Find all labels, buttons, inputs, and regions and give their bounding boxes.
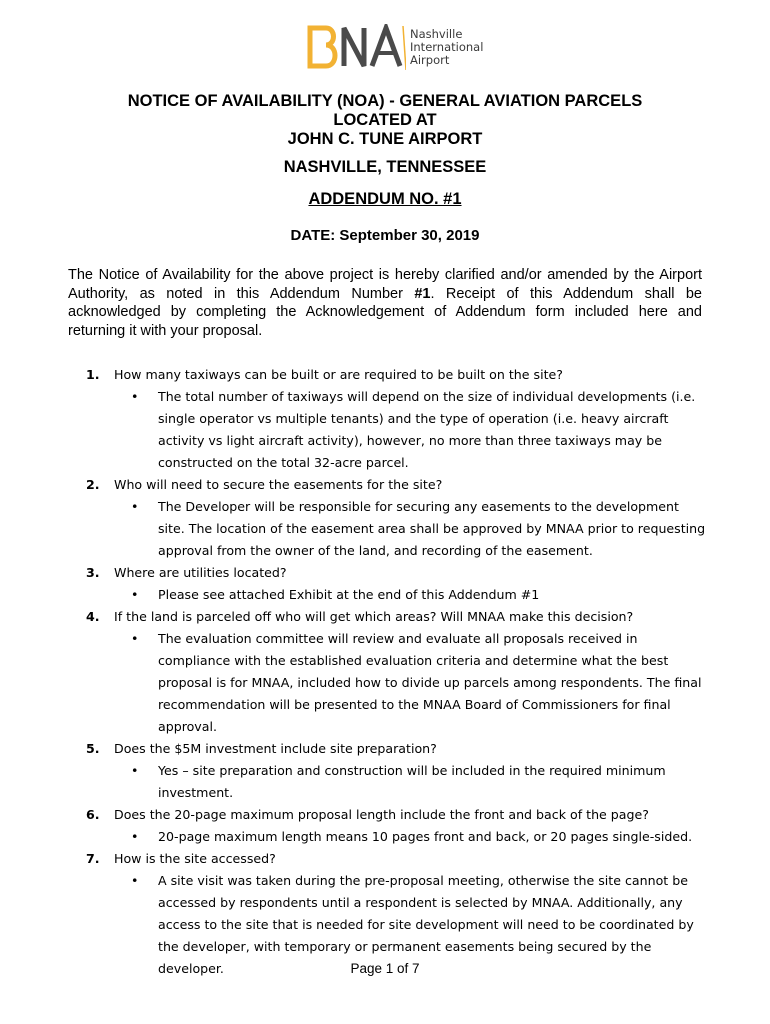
bullet-icon: • [131,499,139,514]
question-number: 4. [86,609,100,624]
faq-question [86,474,706,496]
answer-text: The evaluation committee will review and evaluate all proposals received in compliance with the established evaluation criteria and determine what the best proposal is for MNAA, included how to divide up parcels among respondents. The final recommendation will be presented to the MNAA Board of Commissioners for final approval. [158,631,702,734]
answer-text: Yes – site preparation and construction will be included in the required minimum investment. [158,763,666,800]
faq-question [86,804,706,826]
bullet-icon: • [131,873,139,888]
logo-line: Airport [410,53,450,67]
question-text: Does the $5M investment include site preparation? [114,741,437,756]
faq-list [86,364,706,980]
faq-answer [86,826,706,848]
question-number: 1. [86,367,100,382]
bullet-icon: • [131,587,139,602]
title-line-3: JOHN C. TUNE AIRPORT [287,130,483,148]
faq-question [86,364,706,386]
logo-line: Nashville [410,27,463,41]
answer-text: A site visit was taken during the pre-proposal meeting, otherwise the site cannot be accessed by respondents until a respondent is selected by MNAA. Additionally, any access to the site that is needed for site development will need to be coordinated by the developer, with temporary or permanent easements being secured by the developer. [158,873,694,976]
logo-line: International [410,40,484,54]
question-text: If the land is parceled off who will get which areas? Will MNAA make this decision? [114,609,634,624]
faq-answer [86,386,706,474]
addendum-heading: ADDENDUM NO. #1 [308,190,462,208]
question-text: How many taxiways can be built or are required to be built on the site? [114,367,563,382]
answer-text: Please see attached Exhibit at the end of this Addendum #1 [158,587,540,602]
question-text: Who will need to secure the easements for the site? [114,477,443,492]
addendum-date: DATE: September 30, 2019 [290,227,480,244]
question-number: 5. [86,741,100,756]
title-line-1: NOTICE OF AVAILABILITY (NOA) - GENERAL AVIATION PARCELS [127,92,643,110]
logo-wordmark [410,28,483,67]
document-title-block [0,92,770,245]
title-line-2: LOCATED AT [333,111,437,129]
answer-text: The Developer will be responsible for securing any easements to the development site. The location of the easement area shall be approved by MNAA prior to requesting approval from the owner of the land, and recording of the easement. [158,499,706,558]
title-location: NASHVILLE, TENNESSEE [283,158,487,176]
faq-answer [86,584,706,606]
bna-logo-mark [306,24,406,70]
faq-answer [86,496,706,562]
answer-text: The total number of taxiways will depend on the size of individual developments (i.e. single operator vs multiple tenants) and the type of operation (i.e. heavy aircraft activity vs light aircraft activity), however, no more than three taxiways may be constructed on the total 32-acre parcel. [158,389,696,470]
question-text: Where are utilities located? [114,565,287,580]
faq-question [86,606,706,628]
faq-answer [86,760,706,804]
bullet-icon: • [131,631,139,646]
bullet-icon: • [131,829,139,844]
intro-addendum-number: #1 [414,285,431,302]
question-number: 6. [86,807,100,822]
faq-question [86,562,706,584]
bullet-icon: • [131,763,139,778]
question-number: 3. [86,565,100,580]
faq-question [86,738,706,760]
question-text: Does the 20-page maximum proposal length include the front and back of the page? [114,807,649,822]
bna-logo [306,24,506,74]
question-number: 2. [86,477,100,492]
question-number: 7. [86,851,100,866]
bullet-icon: • [131,389,139,404]
faq-question [86,848,706,870]
page-number: Page 1 of 7 [350,961,420,976]
answer-text: 20-page maximum length means 10 pages front and back, or 20 pages single-sided. [158,829,693,844]
faq-answer [86,628,706,738]
intro-text: The Notice of Availability for the above project is hereby clarified and/or amended by the Airport Authority, as noted in this Addendum Number [68,267,702,302]
question-text: How is the site accessed? [114,851,276,866]
intro-text: . Receipt of this Addendum shall be acknowledged by completing the Acknowledgement of Addendum form included here and returning it with your proposal. [68,285,702,339]
intro-paragraph [68,266,702,340]
